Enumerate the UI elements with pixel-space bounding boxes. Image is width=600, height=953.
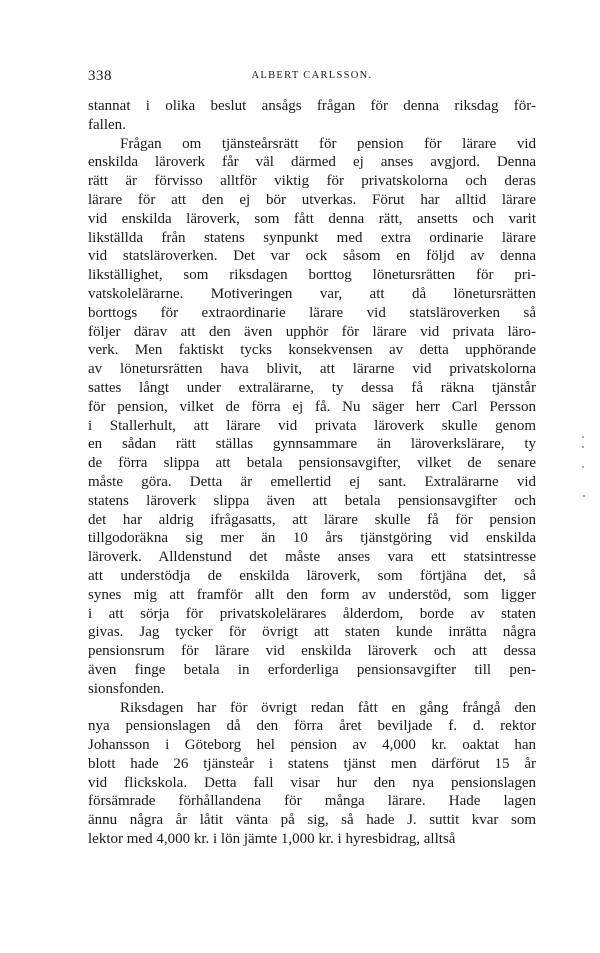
text-line: fallen. — [88, 116, 126, 133]
margin-mark — [582, 446, 584, 448]
text-line: i Stallerhult, att lärare vid privata läroverk skulle genom — [88, 417, 536, 434]
body-text — [88, 97, 536, 849]
text-line: för pension, vilket de förra ej få. Nu säger herr Carl Persson — [88, 398, 536, 415]
text-line: likställda från statens synpunkt med extra ordinarie lärare — [88, 229, 536, 246]
text-line: sattes långt under extralärarne, ty dessa få räkna tjänstår — [88, 379, 536, 396]
text-line: ännu några år låtit vänta på sig, så hade J. suttit kvar som — [88, 812, 536, 829]
text-line: Frågan om tjänsteårsrätt för pension för lärare vid — [120, 135, 536, 152]
paragraph — [88, 135, 536, 699]
margin-mark — [582, 466, 584, 468]
text-line: verk. Men faktiskt tycks konsekvensen av detta upphörande — [88, 342, 536, 359]
text-line: i att sörja för privatskolelärares ålderdom, borde av staten — [88, 605, 536, 622]
text-line: de förra slippa att betala pensionsavgifter, vilket de senare — [88, 455, 536, 472]
text-line: att understödja de enskilda läroverk, som förtjäna det, så — [88, 567, 536, 584]
text-line: lärare för att den ej bör utverkas. Förut har alltid lärare — [88, 191, 536, 208]
text-line: enskilda läroverk får väl därmed ej anses avgjord. Denna — [88, 154, 536, 171]
text-line: blott hade 26 tjänsteår i statens tjänst men därförut 15 år — [88, 755, 536, 772]
text-line: synes mig att framför allt den form av understöd, som ligger — [88, 586, 536, 603]
text-line: vid statsläroverken. Det var ock såsom en följd av denna — [88, 248, 536, 265]
text-line: följer därav att den även upphör för lärare vid privata läro- — [88, 323, 536, 340]
margin-mark — [583, 495, 585, 497]
text-line: måste göra. Detta är emellertid ej sant. Extralärarne vid — [88, 473, 536, 490]
text-line: stannat i olika beslut ansågs frågan för denna riksdag för- — [88, 98, 536, 114]
text-line: likställighet, som riksdagen borttog lönetursrätten för pri- — [88, 267, 536, 284]
text-line: tillgodoräkna sig mer än 10 års tjänstgöring vid enskilda — [88, 530, 536, 547]
text-line: en sådan rätt ställas gynnsammare än läroverkslärare, ty — [88, 436, 536, 453]
text-line: försämrade förhållandena för många lärare. Hade lagen — [88, 793, 536, 810]
paragraph — [88, 97, 536, 135]
text-line: även finge betala in erforderliga pensionsavgifter till pen- — [88, 661, 536, 678]
text-line: Johansson i Göteborg hel pension av 4,000 kr. oaktat han — [88, 737, 536, 754]
text-line: vid flickskola. Detta fall visar hur den nya pensionslagen — [88, 774, 536, 791]
page-header — [88, 68, 536, 88]
text-line: läroverk. Alldenstund det måste anses vara ett statsintresse — [88, 549, 536, 566]
text-line: Riksdagen har för övrigt redan fått en gång frångå den — [120, 699, 536, 716]
text-line: givas. Jag tycker för övrigt att staten kunde inrätta några — [88, 624, 536, 641]
text-line: sionsfonden. — [88, 680, 165, 697]
text-line: rätt är förvisso alltför viktig för privatskolorna och deras — [88, 173, 536, 190]
text-line: statens läroverk slippa även att betala pensionsavgifter och — [88, 492, 536, 509]
paragraph — [88, 699, 536, 849]
text-line: nya pensionslagen då den förra året beviljade f. d. rektor — [88, 718, 536, 735]
text-line: av lönetursrätten hava blivit, att lärarne vid privatskolorna — [88, 361, 536, 378]
margin-mark — [582, 436, 584, 438]
text-line: vatskolelärarne. Motiveringen var, att då lönetursrätten — [88, 285, 536, 302]
running-head: ALBERT CARLSSON. — [251, 70, 373, 81]
text-line: borttogs för extraordinarie lärare vid statsläroverken så — [88, 304, 536, 321]
page-number: 338 — [88, 68, 112, 84]
text-line: lektor med 4,000 kr. i lön jämte 1,000 kr. i hyresbidrag, alltså — [88, 831, 456, 848]
text-line: det har aldrig ifrågasatts, att lärare skulle få för pension — [88, 511, 536, 528]
text-line: pensionsrum för lärare vid enskilda läroverk och att dessa — [88, 643, 536, 660]
text-line: vid enskilda läroverk, som fått denna rätt, ansetts och varit — [88, 210, 536, 227]
